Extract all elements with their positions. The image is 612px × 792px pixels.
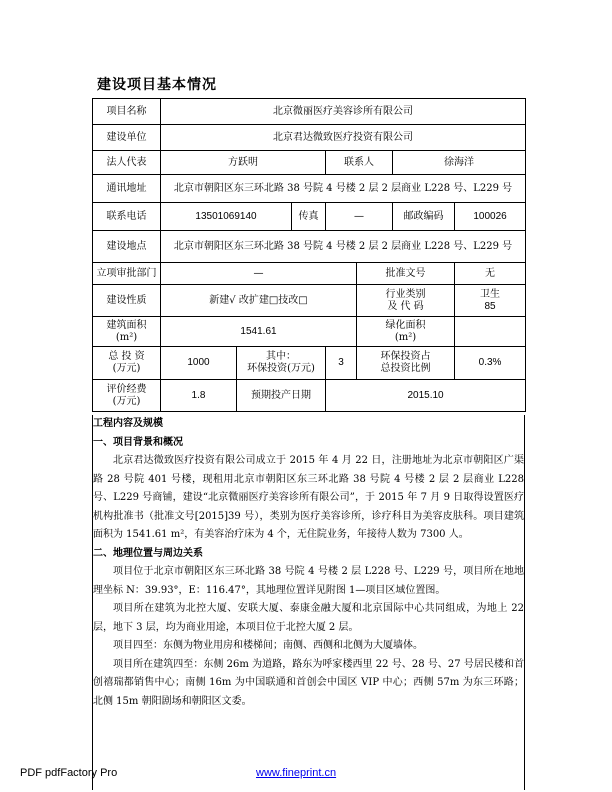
- industry-label-line2: 及 代 码: [387, 300, 424, 312]
- eval-fee-label-line1: 评价经费: [106, 383, 147, 395]
- site-label: 建设地点: [93, 231, 161, 263]
- floor-area-label-line2: (m²): [115, 331, 138, 343]
- op-date-value: 2015.10: [326, 380, 526, 412]
- total-inv-label: [93, 347, 161, 380]
- env-inv-label: [237, 347, 326, 380]
- pdf-footer-label: PDF pdfFactory Pro: [20, 767, 118, 779]
- phone-label: 联系电话: [93, 203, 161, 231]
- contact-value: 徐海洋: [393, 151, 526, 175]
- section-heading-background: 一、项目背景和概况: [93, 436, 183, 448]
- env-inv-value: 3: [326, 347, 357, 380]
- postcode-value: 100026: [455, 203, 526, 231]
- table-row: [93, 263, 526, 285]
- contact-label: 联系人: [326, 151, 393, 175]
- industry-value-line2: 85: [484, 300, 496, 312]
- env-ratio-value: 0.3%: [455, 347, 526, 380]
- floor-area-label-line1: 建筑面积: [106, 319, 147, 331]
- project-name-value: 北京微丽医疗美容诊所有限公司: [161, 99, 526, 125]
- industry-value: [455, 285, 526, 317]
- table-row: [93, 151, 526, 175]
- env-inv-label-line2: 环保投资(万元): [247, 363, 315, 374]
- builder-value: 北京君达微致医疗投资有限公司: [161, 125, 526, 151]
- floor-area-value: 1541.61: [161, 317, 357, 347]
- builder-label: 建设单位: [93, 125, 161, 151]
- table-row: [93, 175, 526, 203]
- eval-fee-label: [93, 380, 161, 412]
- paragraph-building: 项目所在建筑为北控大厦、安联大厦、泰康金融大厦和北京国际中心共同组成，为地上 22 层，地下 3 层，均为商业用途，本项目位于北控大厦 2 层。: [93, 603, 524, 633]
- approval-dept-value: —: [161, 263, 357, 285]
- green-area-value: [455, 317, 526, 347]
- fineprint-link[interactable]: www.fineprint.cn: [256, 767, 337, 779]
- legal-rep-value: 方跃明: [161, 151, 326, 175]
- total-inv-label-line2: (万元): [112, 363, 141, 374]
- op-date-label: 预期投产日期: [237, 380, 326, 412]
- content-box: [92, 415, 525, 790]
- env-inv-label-line1: 其中：: [266, 351, 296, 362]
- total-inv-value: 1000: [161, 347, 237, 380]
- paragraph-background: 北京君达微致医疗投资有限公司成立于 2015 年 4 月 22 日，注册地址为北京市朝阳区广渠路 28 号院 401 号楼，现租用北京市朝阳区东三环北路 38 号院 4 号楼 2 层 2 层商业 L228 号、L229 号商铺，建设“北京微丽医疗美容诊所有限公司”，于 2015 年 7 月 9 日取得设置医疗机构批准书（批准文号[2015]39 号），类别为医疗美容诊所，诊疗科目为美容皮肤科。项目建筑面积为 1541.61 m²，有美容治疗床为 4 个，无住院业务，年接待人数为 7300 人。: [93, 455, 524, 540]
- page-heading: 建设项目基本情况: [97, 77, 217, 93]
- industry-label-line1: 行业类别: [385, 288, 426, 300]
- fax-value: —: [326, 203, 393, 231]
- industry-value-line1: 卫生: [480, 288, 501, 300]
- table-row: [93, 231, 526, 263]
- site-value: 北京市朝阳区东三环北路 38 号院 4 号楼 2 层 2 层商业 L228 号、L229 号: [161, 231, 526, 263]
- env-ratio-label-line1: 环保投资占: [380, 351, 431, 362]
- env-ratio-label-line2: 总投资比例: [380, 363, 431, 374]
- paragraph-surroundings: 项目四至：东侧为物业用房和楼梯间；南侧、西侧和北侧为大厦墙体。: [113, 640, 423, 651]
- table-row: [93, 203, 526, 231]
- green-area-label-line1: 绿化面积: [385, 319, 426, 331]
- address-label: 通讯地址: [93, 175, 161, 203]
- env-ratio-label: [357, 347, 455, 380]
- table-row: [93, 99, 526, 125]
- table-row: [93, 125, 526, 151]
- project-name-label: 项目名称: [93, 99, 161, 125]
- nature-label: 建设性质: [93, 285, 161, 317]
- paragraph-building-surroundings: 项目所在建筑四至：东侧 26m 为道路，路东为呼家楼西里 22 号、28 号、27 号居民楼和首创禧瑞都销售中心；南侧 16m 为中国联通和首创会中国区 VIP 中心；西侧 57m 为东三环路；北侧 15m 朝阳剧场和朝阳区文委。: [93, 658, 524, 707]
- approval-dept-label: 立项审批部门: [93, 263, 161, 285]
- section-heading-location: 二、地理位置与周边关系: [93, 547, 203, 559]
- fax-label: 传真: [292, 203, 326, 231]
- table-row: [93, 347, 526, 380]
- table-row: [93, 380, 526, 412]
- approval-doc-value: 无: [455, 263, 526, 285]
- phone-value: 13501069140: [161, 203, 292, 231]
- eval-fee-label-line2: (万元): [112, 395, 141, 407]
- green-area-label: [357, 317, 455, 347]
- approval-doc-label: 批准文号: [357, 263, 455, 285]
- floor-area-label: [93, 317, 161, 347]
- section-title: 工程内容及规模: [93, 418, 163, 429]
- table-row: [93, 317, 526, 347]
- total-inv-label-line1: 总 投 资: [108, 351, 145, 362]
- address-value: 北京市朝阳区东三环北路 38 号院 4 号楼 2 层 2 层商业 L228 号、L229 号: [161, 175, 526, 203]
- eval-fee-value: 1.8: [161, 380, 237, 412]
- nature-value: 新建√ 改扩建□技改□: [161, 285, 357, 317]
- green-area-label-line2: (m²): [394, 331, 417, 343]
- table-row: [93, 285, 526, 317]
- project-info-table: [92, 98, 526, 412]
- paragraph-location: 项目位于北京市朝阳区东三环北路 38 号院 4 号楼 2 层 L228 号、L229 号，项目所在地地理坐标 N：39.93°，E：116.47°，其地理位置详见附图 1—项目区域位置图。: [93, 566, 524, 596]
- postcode-label: 邮政编码: [393, 203, 455, 231]
- legal-rep-label: 法人代表: [93, 151, 161, 175]
- industry-label: [357, 285, 455, 317]
